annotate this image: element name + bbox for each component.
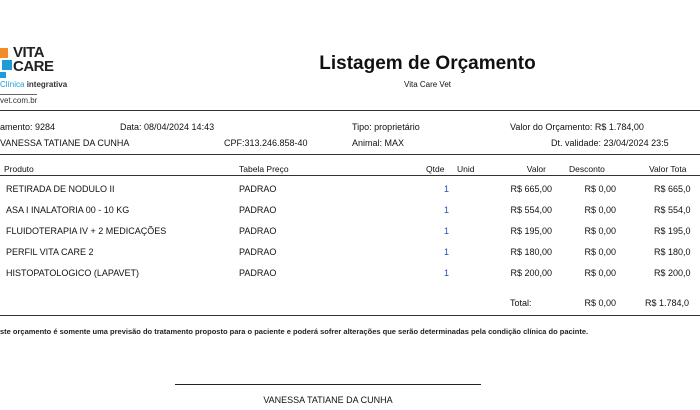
row-qtde: 1 [444, 247, 450, 257]
orcamento-date: Data: 08/04/2024 14:43 [120, 122, 215, 132]
table-header-divider [0, 175, 700, 176]
client-cpf: CPF:313.246.858-40 [224, 138, 308, 148]
total-label: Total: [510, 298, 532, 308]
logo-brand-line2: CARE [13, 58, 54, 75]
row-total: R$ 554,0 [654, 205, 691, 215]
row-valor: R$ 195,00 [510, 226, 552, 236]
orcamento-value: Valor do Orçamento: R$ 1.784,00 [510, 122, 644, 132]
col-header-tabela: Tabela Preço [239, 164, 289, 174]
row-desconto: R$ 0,00 [584, 205, 616, 215]
row-produto: PERFIL VITA CARE 2 [6, 247, 94, 257]
col-header-total: Valor Tota [649, 164, 687, 174]
row-desconto: R$ 0,00 [584, 247, 616, 257]
row-total: R$ 665,0 [654, 184, 691, 194]
row-total: R$ 195,0 [654, 226, 691, 236]
totals-divider [0, 315, 700, 316]
row-tabela: PADRAO [239, 226, 277, 236]
col-header-desconto: Desconto [569, 164, 605, 174]
row-desconto: R$ 0,00 [584, 184, 616, 194]
client-name: VANESSA TATIANE DA CUNHA [0, 138, 130, 148]
signature-line [175, 384, 481, 385]
row-valor: R$ 554,00 [510, 205, 552, 215]
row-tabela: PADRAO [239, 247, 277, 257]
row-qtde: 1 [444, 184, 450, 194]
col-header-valor: Valor [526, 164, 546, 174]
row-produto: ASA I INALATORIA 00 - 10 KG [6, 205, 130, 215]
row-qtde: 1 [444, 268, 450, 278]
col-header-produto: Produto [4, 164, 34, 174]
row-total: R$ 180,0 [654, 247, 691, 257]
logo-tagline-bold: integrativa [26, 80, 68, 89]
document-title: Listagem de Orçamento [319, 53, 536, 74]
document-subtitle: Vita Care Vet [404, 80, 451, 89]
logo-brand-line1: VITA [13, 44, 45, 61]
row-produto: HISTOPATOLOGICO (LAPAVET) [6, 268, 140, 278]
row-valor: R$ 665,00 [510, 184, 552, 194]
row-tabela: PADRAO [239, 184, 277, 194]
logo-site: vet.com.br [0, 96, 38, 105]
logo-tagline-start: Clínica [0, 80, 27, 89]
valid-date: Dt. validade: 23/04/2024 23:5 [551, 138, 669, 148]
orcamento-type: Tipo: proprietário [352, 122, 420, 132]
row-qtde: 1 [444, 205, 450, 215]
row-valor: R$ 180,00 [510, 247, 552, 257]
orcamento-number: amento: 9284 [0, 122, 56, 132]
row-tabela: PADRAO [239, 268, 277, 278]
row-produto: FLUIDOTERAPIA IV + 2 MEDICAÇÕES [6, 226, 167, 236]
row-valor: R$ 200,00 [510, 268, 552, 278]
row-desconto: R$ 0,00 [584, 226, 616, 236]
row-tabela: PADRAO [239, 205, 277, 215]
row-produto: RETIRADA DE NODULO II [6, 184, 115, 194]
header-divider [0, 110, 700, 111]
row-total: R$ 200,0 [654, 268, 691, 278]
total-desconto: R$ 0,00 [584, 298, 616, 308]
meta-divider [0, 154, 700, 155]
col-header-qtde: Qtde [426, 164, 445, 174]
total-valor: R$ 1.784,0 [645, 298, 690, 308]
col-header-unid: Unid [457, 164, 475, 174]
row-qtde: 1 [444, 226, 450, 236]
row-desconto: R$ 0,00 [584, 268, 616, 278]
disclaimer-note: ste orçamento é somente uma previsão do tratamento proposto para o paciente e poderá sofrer alterações que serão determinadas pela condição clínica do pacinte. [0, 327, 589, 336]
signature-name: VANESSA TATIANE DA CUNHA [263, 395, 393, 405]
animal-name: Animal: MAX [352, 138, 405, 148]
